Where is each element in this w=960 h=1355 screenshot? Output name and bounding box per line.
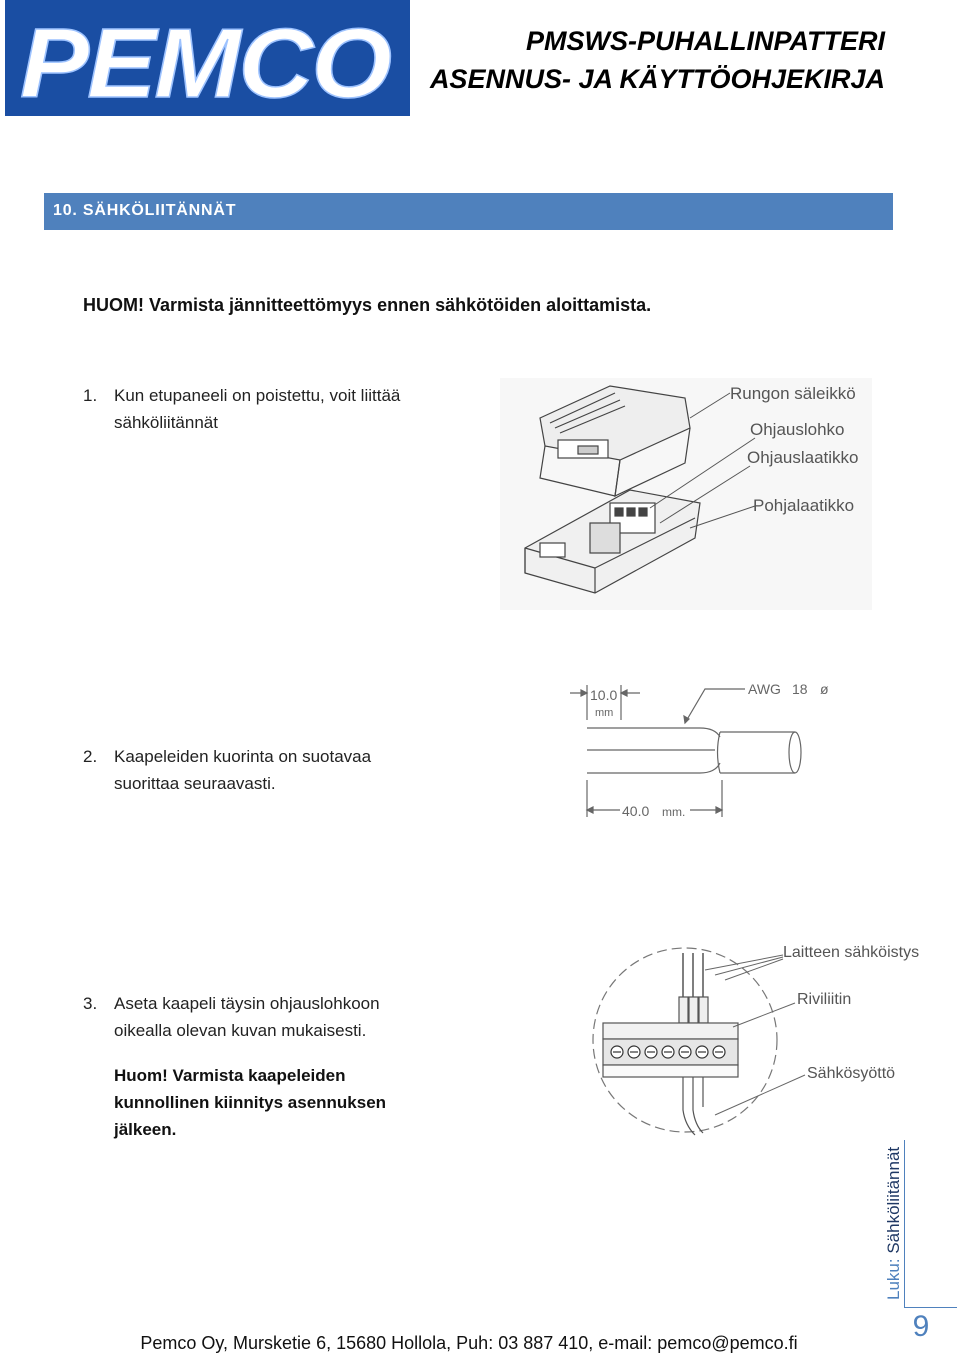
total-length-unit: mm.	[662, 805, 686, 819]
strip-length-value: 10.0	[590, 687, 618, 703]
step-number: 2.	[83, 747, 98, 766]
section-heading: 10. SÄHKÖLIITÄNNÄT	[53, 202, 237, 219]
step-text: Aseta kaapeli täysin ohjauslohkoon oikealla olevan kuvan mukaisesti.	[114, 994, 380, 1040]
awg-symbol: ø	[820, 681, 829, 697]
housing-exploded-figure	[500, 378, 872, 610]
chapter-prefix: Luku:	[884, 1258, 903, 1300]
chapter-side-label	[884, 1147, 904, 1300]
label-control-box: Ohjauslaatikko	[747, 448, 859, 467]
step-number: 1.	[83, 386, 98, 405]
awg-label: AWG	[748, 681, 781, 697]
logo-text: PEMCO	[20, 8, 391, 116]
label-grille: Rungon säleikkö	[730, 384, 856, 403]
label-base-box: Pohjalaatikko	[753, 496, 855, 515]
step-2	[83, 743, 443, 803]
label-terminal-block: Riviliitin	[797, 991, 852, 1008]
step-number: 3.	[83, 994, 98, 1013]
step-1	[83, 382, 443, 442]
terminal-block-figure	[575, 935, 935, 1140]
awg-value: 18	[792, 681, 808, 697]
section-header-bar	[44, 193, 893, 230]
footer-contact: Pemco Oy, Mursketie 6, 15680 Hollola, Puh: 03 887 410, e-mail: pemco@pemco.fi	[140, 1333, 798, 1353]
total-length-value: 40.0	[622, 803, 650, 819]
step-text: Kaapeleiden kuorinta on suotavaa suorittaa seuraavasti.	[114, 747, 372, 793]
side-divider-horizontal	[904, 1307, 957, 1308]
cable-stripping-figure	[565, 675, 835, 820]
step-text: Kun etupaneeli on poistettu, voit liittää sähköliitännät	[114, 386, 401, 432]
chapter-name: Sähköliitännät	[884, 1146, 903, 1254]
safety-warning: HUOM! Varmista jännitteettömyys ennen sähkötöiden aloittamista.	[83, 295, 652, 315]
label-control-block: Ohjauslohko	[750, 420, 845, 439]
step-3	[83, 990, 443, 1050]
label-device-power: Laitteen sähköistys	[783, 944, 920, 961]
page-number: 9	[912, 1310, 930, 1343]
side-divider-vertical	[904, 1140, 905, 1308]
document-title-line1: PMSWS-PUHALLINPATTERI	[526, 26, 885, 56]
company-logo	[5, 0, 410, 116]
installation-note: Huom! Varmista kaapeleiden kunnollinen kiinnitys asennuksen jälkeen.	[114, 1066, 387, 1139]
document-title-line2: ASENNUS- JA KÄYTTÖOHJEKIRJA	[429, 64, 885, 94]
label-power-supply: Sähkösyöttö	[807, 1065, 896, 1082]
strip-length-unit: mm	[595, 707, 614, 719]
